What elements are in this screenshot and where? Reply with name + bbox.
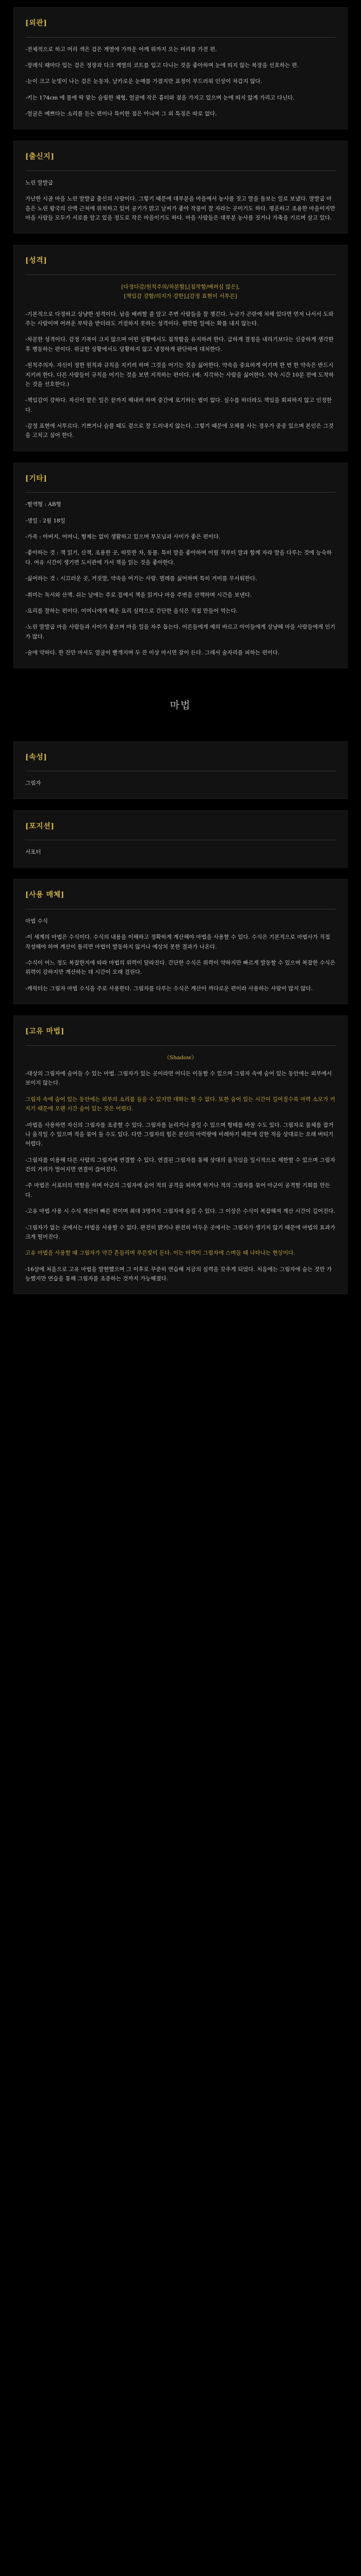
paragraph: -고유 마법 사용 시 수식 계산이 빠른 편이며 최대 3명까지 그림자에 숨길 수 있다. 그 이상은 수식이 복잡해져 계산 시간이 길어진다.: [25, 1208, 335, 1215]
paragraph: -키는 174cm 에 몸에 딱 맞는 슬림한 체형, 얼굴에 작은 흉터와 점을 가지고 있으며 눈에 띄지 않게 가리고 다닌다.: [25, 94, 295, 101]
section-heading: [포지션]: [25, 822, 55, 831]
paragraph: -16살에 처음으로 고유 마법을 발현했으며 그 이후로 꾸준히 연습해 지금의 실력을 갖추게 되었다. 처음에는 그림자에 숨는 것만 가능했지만 연습을 통해 그림자를 조종하는 것까지 가능해졌다.: [25, 1266, 332, 1282]
paragraph: -눈이 크고 눈빛이 나는 검은 눈동자. 날카로운 눈매를 가졌지만 표정이 부드러워 인상이 차갑지 않다.: [25, 78, 262, 85]
paragraph: 마법 수식: [25, 918, 48, 924]
section-attribute: [13, 741, 348, 799]
paragraph: -생일 : 2월 18일: [25, 517, 65, 524]
section-unique-magic: [13, 1015, 348, 1294]
position-value: 서포터: [25, 849, 41, 855]
paragraph: -술에 약하다. 한 잔만 마셔도 얼굴이 빨개지며 두 잔 이상 마시면 잠이 든다. 그래서 술자리를 피하는 편이다.: [25, 650, 280, 656]
paragraph: -가족 : 아버지, 어머니, 형제는 없이 생활하고 있으며 부모님과 사이가 좋은 편이다.: [25, 534, 221, 540]
section-heading: [외관]: [25, 19, 47, 27]
tag-line: [다정다감/원칙주의/차분함],[침착함/배려심 많은],: [121, 283, 240, 290]
paragraph: -좋아하는 것 : 책 읽기, 산책, 조용한 곳, 따뜻한 차, 동물. 특히 말을 좋아하며 어릴 적부터 말과 함께 자라 말을 다루는 것에 능숙하다. 여유 시간이 생기면 도서관에 가서 책을 읽는 것을 좋아한다.: [25, 550, 332, 566]
section-position: [13, 810, 348, 868]
paragraph: -마법을 사용하면 자신의 그림자를 조종할 수 있다. 그림자를 늘리거나 줄일 수 있으며 형태를 바꿀 수도 있다. 그림자로 물체를 잡거나 움직일 수 있으며 적을 묶어 둘 수도 있다. 다만 그림자의 힘은 본인의 마력량에 비례하기 때문에 강한 적을 상대로는 오래 버티기 어렵다.: [25, 1122, 334, 1147]
section-heading: [출신지]: [25, 152, 55, 161]
paragraph: -장례식 때마다 입는 검은 정장과 다크 계열의 코트를 입고 다니는 것을 좋아하며 눈에 띄지 않는 복장을 선호하는 편.: [25, 62, 299, 69]
paragraph: -캐릭터는 그림자 마법 수식을 주로 사용한다. 그림자를 다루는 수식은 계산이 까다로운 편이라 사용하는 사람이 많지 않다.: [25, 985, 313, 992]
section-origin: [13, 141, 348, 233]
paragraph: -이 세계의 마법은 수식이다. 수식의 내용을 이해하고 정확하게 계산해야 마법을 사용할 수 있다. 수식은 기본적으로 마법사가 직접 작성해야 하며 계산이 틀리면 마법이 발동하지 않거나 예상치 못한 결과가 나온다.: [25, 934, 331, 950]
paragraph: -그림자를 이용해 다른 사람의 그림자에 연결할 수 있다. 연결된 그림자를 통해 상대의 움직임을 일시적으로 제한할 수 있으며 그림자 간의 거리가 멀어지면 연결이 끊어진다.: [25, 1157, 336, 1173]
paragraph: -요리를 잘하는 편이다. 어머니에게 배운 요리 실력으로 간단한 음식은 직접 만들어 먹는다.: [25, 607, 238, 614]
paragraph: -수식이 어느 정도 복잡한지에 따라 마법의 위력이 달라진다. 간단한 수식은 위력이 약하지만 빠르게 발동할 수 있으며 복잡한 수식은 위력이 강하지만 계산하는 데 시간이 오래 걸린다.: [25, 960, 336, 976]
paragraph: -감정 표현에 서투르다. 기쁘거나 슬플 때도 겉으로 잘 드러내지 않는다. 그렇기 때문에 오해를 사는 경우가 종종 있으며 본인은 그것을 고치고 싶어 한다.: [25, 423, 334, 439]
section-heading: [성격]: [25, 257, 47, 265]
paragraph: 그림자 속에 숨어 있는 동안에는 외부의 소리를 들을 수 있지만 대화는 할 수 없다. 또한 숨어 있는 시간이 길어질수록 마력 소모가 커지기 때문에 오랜 시간 숨어 있는 것은 어렵다.: [25, 1096, 335, 1112]
paragraph: -전체적으로 하고 머리 색은 검은 계열에 가까운 어깨 위까지 오는 머리를 가진 편.: [25, 46, 217, 53]
divider: [25, 1045, 336, 1046]
paragraph: 가난한 시골 마을 노린 말발굽 출신의 사람이다. 그렇기 때문에 대부분을 마을에서 농사를 짓고 말을 돌보는 일로 보냈다. 말발굽 마을은 노린 왕국의 산맥 근처에 위치하고 있어 공기가 맑고 날씨가 좋아 작물이 잘 자라는 곳이기도 하다. 평온하고 조용한 마을이지만 마을 사람들 모두가 서로를 알고 있을 정도로 작은 마을이기도 하다. 마을 사람들은 대부분 농사를 짓거나 가축을 기르며 살고 있다.: [25, 196, 335, 221]
section-appearance: [13, 7, 348, 129]
section-heading: [속성]: [25, 753, 47, 761]
paragraph: -기본적으로 다정하고 상냥한 성격이다. 남을 배려할 줄 알고 주변 사람들을 잘 챙긴다. 누군가 곤란에 처해 있다면 먼저 나서서 도와주는 사람이며 어려운 부탁을 받더라도 거절하지 못하는 성격이다. 웬만한 일에는 화를 내지 않는다.: [25, 311, 334, 327]
paragraph: -노린 말발굽 마을 사람들과 사이가 좋으며 마을 일을 자주 돕는다. 어른들에게 예의 바르고 아이들에게 상냥해 마을 사람들에게 인기가 많다.: [25, 624, 336, 640]
attribute-value: 그림자: [25, 780, 41, 787]
paragraph: -얼굴은 예쁘다는 소리를 듣는 편이나 특이한 점은 아니며 그 외 특징은 따로 없다.: [25, 111, 217, 117]
personality-tags: [25, 282, 336, 301]
paragraph: 노린 말발굽: [25, 179, 54, 186]
paragraph: -주 마법은 서포터의 역할을 하며 아군의 그림자에 숨어 적의 공격을 피하게 하거나 적의 그림자를 묶어 아군이 공격할 기회를 만든다.: [25, 1182, 331, 1198]
section-heading: [사용 매체]: [25, 891, 64, 900]
divider: [25, 492, 336, 493]
magic-name: 《Shadow》: [164, 1054, 197, 1061]
section-personality: [13, 245, 348, 451]
paragraph: -혈액형 : AB형: [25, 501, 61, 508]
section-heading: [기타]: [25, 474, 47, 483]
paragraph: -대상의 그림자에 숨어들 수 있는 마법. 그림자가 있는 곳이라면 어디든 이동할 수 있으며 그림자 속에 숨어 있는 동안에는 외부에서 보이지 않는다.: [25, 1071, 332, 1087]
section-heading: [고유 마법]: [25, 1027, 64, 1036]
paragraph: -싫어하는 것 : 시끄러운 곳, 거짓말, 약속을 어기는 사람. 벌레를 싫어하며 특히 거미를 무서워한다.: [25, 575, 257, 582]
divider: [25, 37, 336, 38]
paragraph: -취미는 독서와 산책. 쉬는 날에는 주로 집에서 책을 읽거나 마을 주변을 산책하며 시간을 보낸다.: [25, 591, 252, 598]
paragraph: -책임감이 강하다. 자신이 맡은 일은 끝까지 해내려 하며 중간에 포기하는 법이 없다. 실수를 하더라도 책임을 회피하지 않고 인정한다.: [25, 397, 332, 413]
chapter-title: 마법: [170, 700, 191, 711]
paragraph: -원칙주의자. 자신이 정한 원칙과 규칙을 지키려 하며 그것을 어기는 것을 싫어한다. 약속을 중요하게 여기며 한 번 한 약속은 반드시 지키려 한다. 다른 사람들이 규칙을 어기는 것을 보면 지적하는 편이다. (예: 지각하는 사람을 싫어한다. 약속 시간 10분 전에 도착하는 것을 선호한다.): [25, 362, 334, 387]
section-medium: [13, 879, 348, 1004]
paragraph: -그림자가 없는 곳에서는 마법을 사용할 수 없다. 완전히 밝거나 완전히 어두운 곳에서는 그림자가 생기지 않기 때문에 마법의 효과가 크게 떨어진다.: [25, 1224, 336, 1240]
paragraph: -차분한 성격이다. 감정 기복이 크지 않으며 어떤 상황에서도 침착함을 유지하려 한다. 급하게 결정을 내리기보다는 신중하게 생각한 후 행동하는 편이다. 위급한 상황에서도 당황하지 않고 냉정하게 판단하여 대처한다.: [25, 336, 334, 352]
section-etc: [13, 463, 348, 669]
paragraph: 고유 마법을 사용할 때 그림자가 약간 흔들리며 푸른빛이 돈다. 이는 마력이 그림자에 스며들 때 나타나는 현상이다.: [25, 1250, 296, 1257]
tag-line: [책임감 강함/의지가 강한],[감정 표현이 서투른]: [124, 293, 237, 300]
